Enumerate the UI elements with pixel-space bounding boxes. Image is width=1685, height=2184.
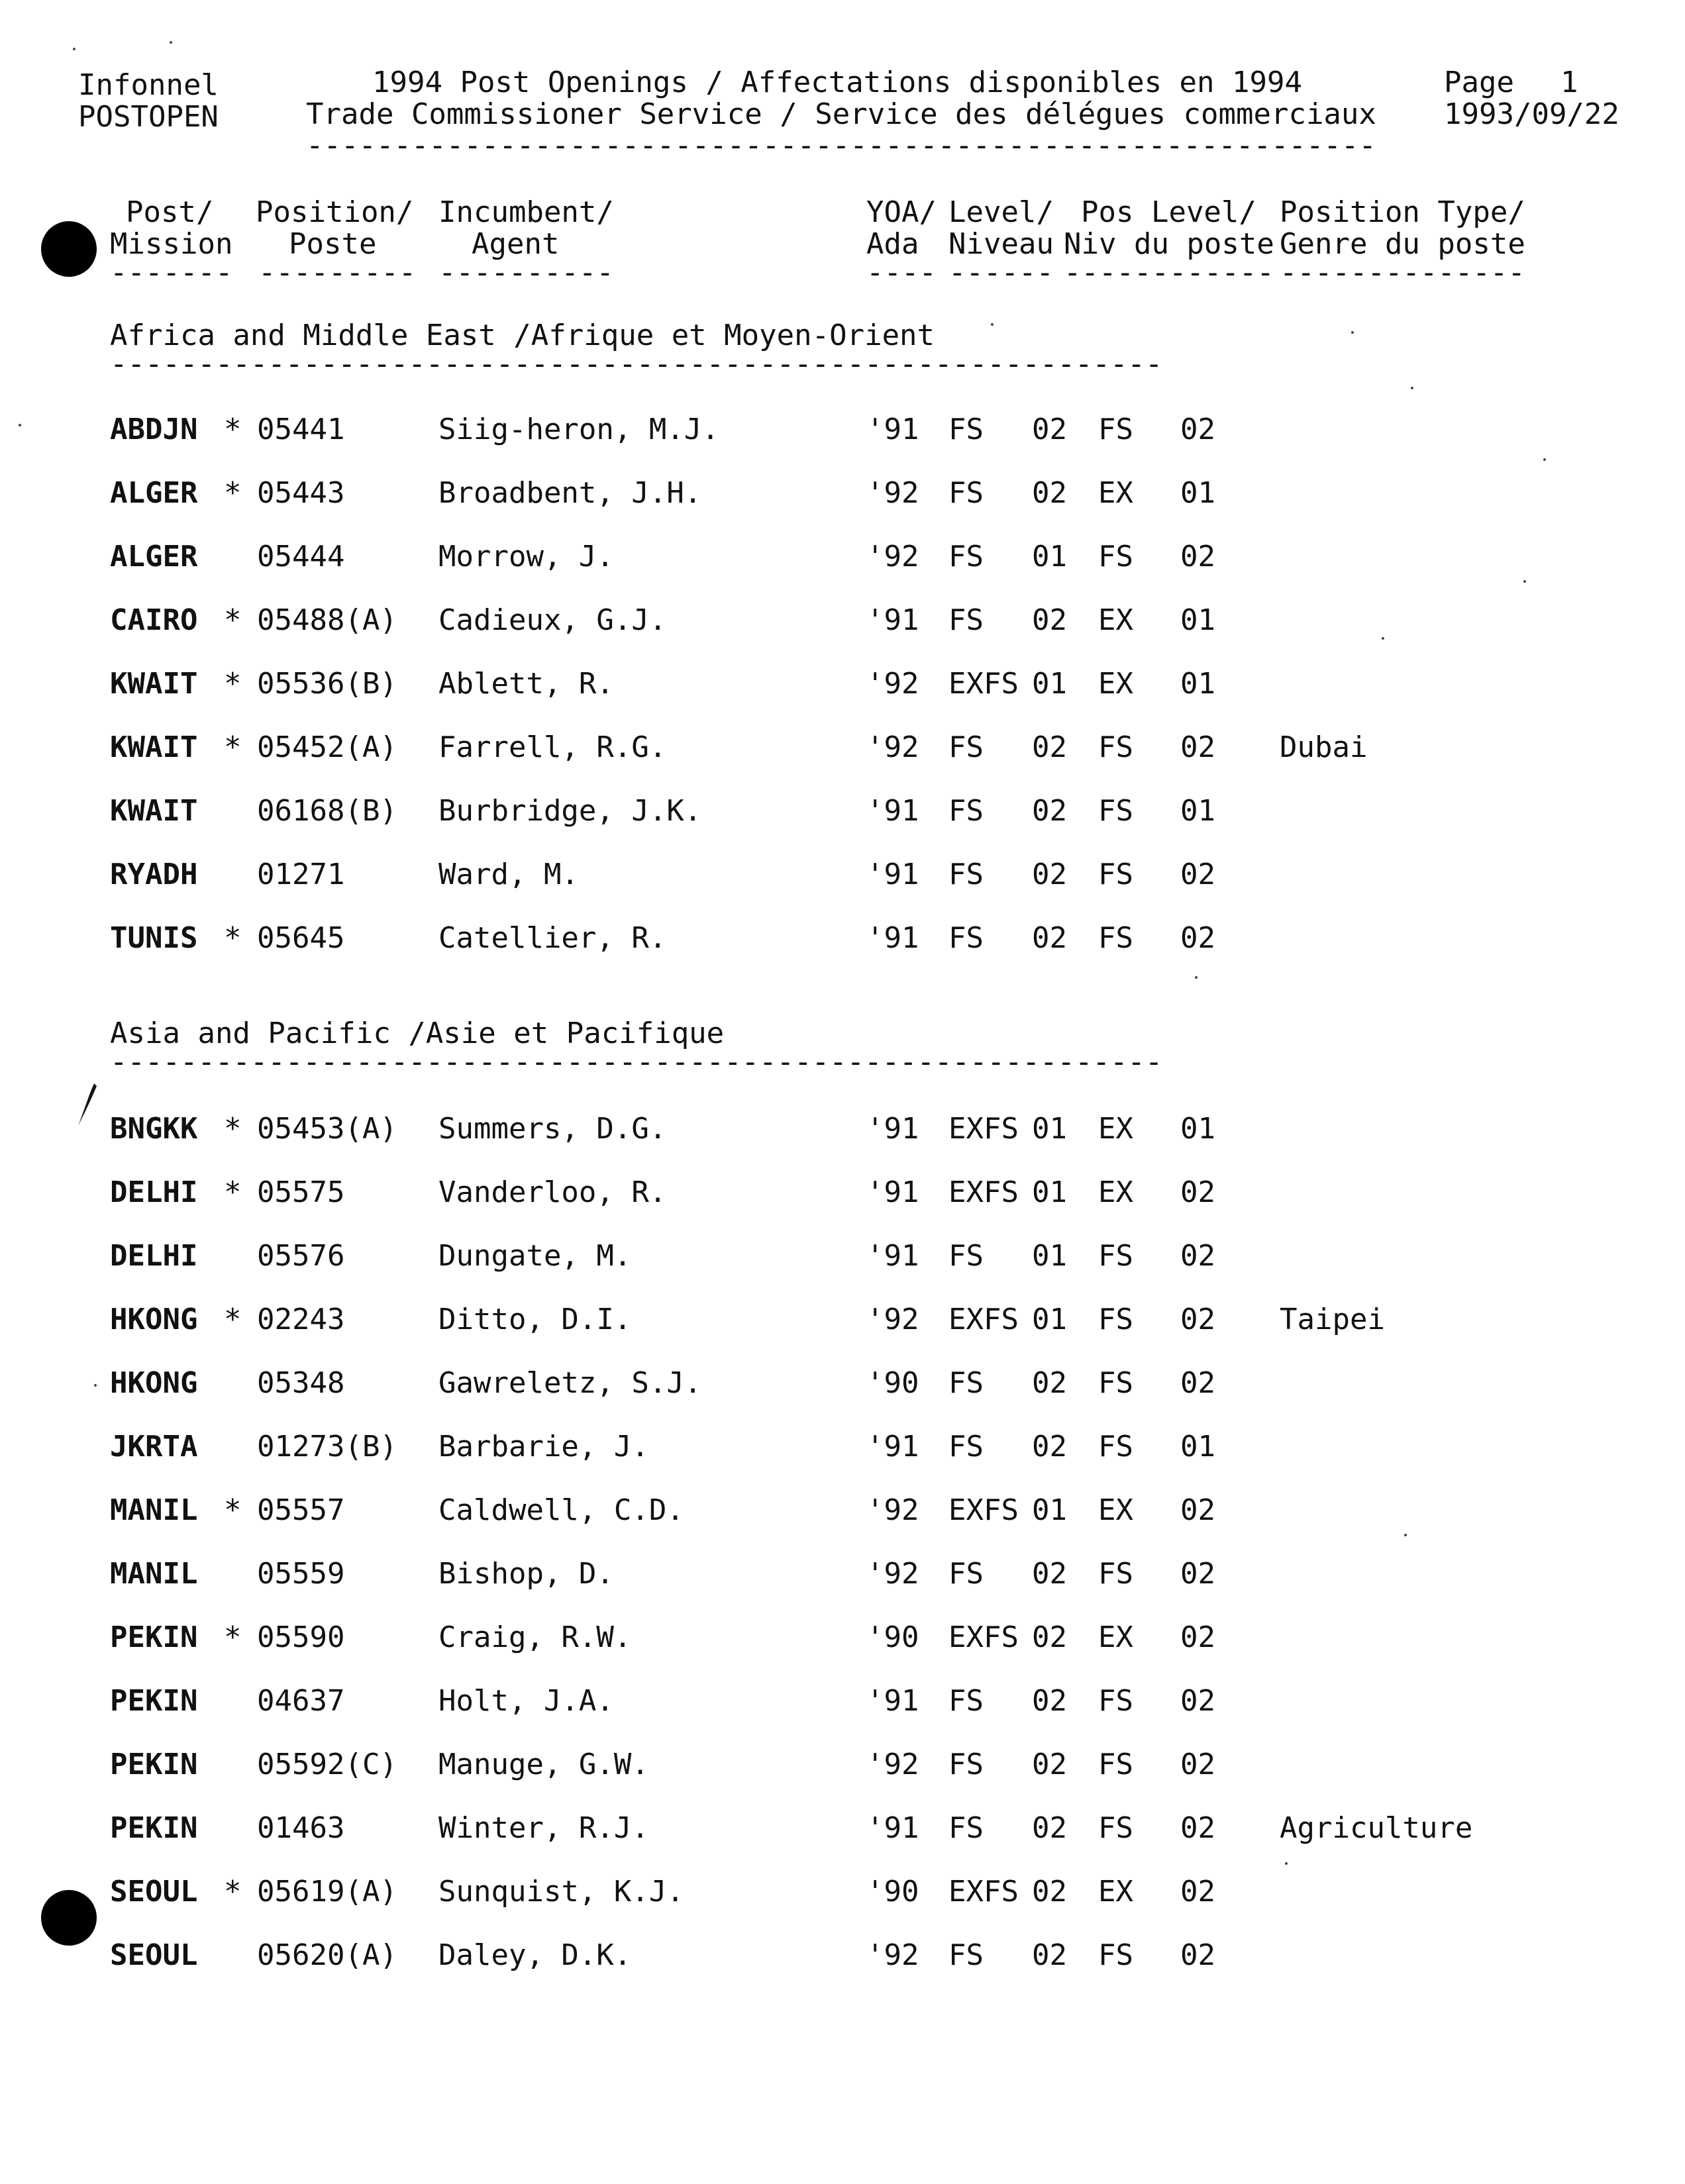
table-row xyxy=(0,1240,1685,1279)
cell-yoa: '92 xyxy=(866,1303,919,1336)
cell-level: FS xyxy=(948,1811,984,1845)
cell-star: * xyxy=(224,1112,242,1146)
cell-star: * xyxy=(224,476,242,510)
cell-pos-level: FS xyxy=(1098,1811,1133,1845)
cell-incumbent: Siig-heron, M.J. xyxy=(438,413,719,446)
cell-post: TUNIS xyxy=(110,921,198,955)
cell-level: FS xyxy=(948,1430,984,1464)
punch-hole-top xyxy=(41,221,97,277)
cell-pos-level: FS xyxy=(1098,1239,1133,1273)
cell-pos-level-num: 02 xyxy=(1180,1684,1215,1718)
report-date: 1993/09/22 xyxy=(1444,97,1619,131)
cell-pos-level: FS xyxy=(1098,413,1133,446)
cell-yoa: '92 xyxy=(866,1748,919,1781)
scan-speck xyxy=(1404,1534,1407,1536)
cell-pos-level: FS xyxy=(1098,858,1133,891)
cell-pos-level: EX xyxy=(1098,1175,1133,1209)
col-level-2: Niveau xyxy=(948,227,1054,261)
cell-level-num: 02 xyxy=(1032,1620,1067,1654)
cell-pos-level: FS xyxy=(1098,1938,1133,1972)
cell-post: ALGER xyxy=(110,476,198,510)
cell-level-num: 02 xyxy=(1032,1366,1067,1400)
cell-star: * xyxy=(224,1620,242,1654)
cell-pos-level: FS xyxy=(1098,1557,1133,1591)
col-underline-level: ------ xyxy=(948,256,1054,289)
table-row xyxy=(0,604,1685,644)
cell-yoa: '91 xyxy=(866,413,919,446)
cell-level-num: 02 xyxy=(1032,1875,1067,1909)
cell-level-num: 02 xyxy=(1032,1684,1067,1718)
col-level-1: Level/ xyxy=(948,195,1054,229)
section-underline: ------------------------------------------------------------ xyxy=(110,1045,1163,1079)
cell-position-type: Agriculture xyxy=(1280,1811,1473,1845)
cell-star: * xyxy=(224,603,242,637)
col-type-1: Position Type/ xyxy=(1280,195,1525,229)
cell-level: FS xyxy=(948,1366,984,1400)
table-row xyxy=(0,1748,1685,1788)
cell-pos-level-num: 02 xyxy=(1180,1938,1215,1972)
cell-pos-level: EX xyxy=(1098,1620,1133,1654)
col-underline-poslevel: ------------ xyxy=(1064,256,1274,289)
cell-position: 06168(B) xyxy=(257,794,397,828)
cell-position: 01463 xyxy=(257,1811,345,1845)
cell-level-num: 02 xyxy=(1032,1430,1067,1464)
scan-speck xyxy=(1411,387,1413,389)
cell-position: 05559 xyxy=(257,1557,345,1591)
cell-pos-level: EX xyxy=(1098,603,1133,637)
cell-pos-level: EX xyxy=(1098,1112,1133,1146)
cell-position: 05590 xyxy=(257,1620,345,1654)
cell-level: EXFS xyxy=(948,1493,1019,1527)
col-underline-yoa: ---- xyxy=(866,256,937,289)
col-post-2: Mission xyxy=(110,227,233,261)
cell-yoa: '91 xyxy=(866,858,919,891)
cell-incumbent: Broadbent, J.H. xyxy=(438,476,702,510)
cell-pos-level-num: 02 xyxy=(1180,1811,1215,1845)
cell-post: HKONG xyxy=(110,1366,198,1400)
cell-position: 05488(A) xyxy=(257,603,397,637)
cell-post: JKRTA xyxy=(110,1430,198,1464)
cell-position: 05452(A) xyxy=(257,730,397,764)
cell-level-num: 02 xyxy=(1032,1748,1067,1781)
cell-yoa: '92 xyxy=(866,476,919,510)
cell-level-num: 02 xyxy=(1032,1557,1067,1591)
cell-pos-level-num: 02 xyxy=(1180,413,1215,446)
cell-pos-level-num: 01 xyxy=(1180,667,1215,701)
cell-level: FS xyxy=(948,921,984,955)
cell-level-num: 01 xyxy=(1032,1239,1067,1273)
cell-incumbent: Bishop, D. xyxy=(438,1557,614,1591)
cell-level-num: 02 xyxy=(1032,858,1067,891)
cell-level: EXFS xyxy=(948,1875,1019,1909)
col-underline-post: ------- xyxy=(110,256,233,289)
cell-incumbent: Barbarie, J. xyxy=(438,1430,649,1464)
cell-post: SEOUL xyxy=(110,1938,198,1972)
cell-post: KWAIT xyxy=(110,730,198,764)
cell-post: BNGKK xyxy=(110,1112,198,1146)
cell-position: 05576 xyxy=(257,1239,345,1273)
table-row xyxy=(0,1621,1685,1661)
cell-position: 05575 xyxy=(257,1175,345,1209)
cell-yoa: '91 xyxy=(866,1112,919,1146)
cell-level: EXFS xyxy=(948,1112,1019,1146)
cell-level: EXFS xyxy=(948,1303,1019,1336)
cell-yoa: '91 xyxy=(866,921,919,955)
cell-yoa: '92 xyxy=(866,540,919,573)
cell-position-type: Dubai xyxy=(1280,730,1368,764)
cell-yoa: '91 xyxy=(866,1684,919,1718)
cell-pos-level-num: 02 xyxy=(1180,921,1215,955)
scan-speck xyxy=(1543,458,1546,461)
table-row xyxy=(0,1685,1685,1724)
cell-pos-level-num: 01 xyxy=(1180,1430,1215,1464)
scan-speck xyxy=(991,323,994,326)
cell-position: 05620(A) xyxy=(257,1938,397,1972)
col-underline-type: -------------- xyxy=(1280,256,1525,289)
cell-post: KWAIT xyxy=(110,794,198,828)
header-underline: ------------------------------------------------------------- xyxy=(306,128,1376,162)
cell-post: MANIL xyxy=(110,1493,198,1527)
page-label: Page xyxy=(1444,66,1514,99)
cell-level-num: 01 xyxy=(1032,1175,1067,1209)
cell-level-num: 01 xyxy=(1032,1493,1067,1527)
cell-star: * xyxy=(224,1303,242,1336)
cell-level: EXFS xyxy=(948,1175,1019,1209)
cell-post: PEKIN xyxy=(110,1811,198,1845)
cell-pos-level: FS xyxy=(1098,1748,1133,1781)
cell-position: 05348 xyxy=(257,1366,345,1400)
scan-speck xyxy=(1351,331,1354,334)
cell-star: * xyxy=(224,667,242,701)
section-title: Asia and Pacific /Asie et Pacifique xyxy=(110,1017,725,1050)
table-row xyxy=(0,1875,1685,1915)
cell-incumbent: Ward, M. xyxy=(438,858,579,891)
col-position-1: Position/ xyxy=(256,195,414,229)
col-yoa-2: Ada xyxy=(866,227,919,261)
cell-yoa: '90 xyxy=(866,1620,919,1654)
cell-pos-level-num: 01 xyxy=(1180,794,1215,828)
cell-level: FS xyxy=(948,603,984,637)
cell-level-num: 02 xyxy=(1032,413,1067,446)
cell-pos-level: FS xyxy=(1098,1303,1133,1336)
cell-pos-level-num: 01 xyxy=(1180,476,1215,510)
cell-yoa: '91 xyxy=(866,1430,919,1464)
cell-level: FS xyxy=(948,1938,984,1972)
cell-level-num: 02 xyxy=(1032,794,1067,828)
table-row xyxy=(0,1430,1685,1470)
cell-incumbent: Summers, D.G. xyxy=(438,1112,667,1146)
cell-post: ALGER xyxy=(110,540,198,573)
table-row xyxy=(0,540,1685,580)
cell-position: 05619(A) xyxy=(257,1875,397,1909)
table-row xyxy=(0,1494,1685,1534)
cell-incumbent: Manuge, G.W. xyxy=(438,1748,649,1781)
cell-incumbent: Sunquist, K.J. xyxy=(438,1875,684,1909)
col-underline-incumbent: ---------- xyxy=(438,256,614,289)
cell-position: 05536(B) xyxy=(257,667,397,701)
cell-position: 01271 xyxy=(257,858,345,891)
cell-pos-level: FS xyxy=(1098,540,1133,573)
cell-position: 04637 xyxy=(257,1684,345,1718)
cell-incumbent: Cadieux, G.J. xyxy=(438,603,667,637)
col-incumbent-1: Incumbent/ xyxy=(438,195,614,229)
cell-level: FS xyxy=(948,1239,984,1273)
cell-incumbent: Farrell, R.G. xyxy=(438,730,667,764)
cell-pos-level-num: 02 xyxy=(1180,1366,1215,1400)
cell-incumbent: Vanderloo, R. xyxy=(438,1175,667,1209)
cell-pos-level-num: 02 xyxy=(1180,1748,1215,1781)
cell-pos-level: EX xyxy=(1098,1493,1133,1527)
table-row xyxy=(0,1367,1685,1407)
cell-position: 05441 xyxy=(257,413,345,446)
table-row xyxy=(0,1303,1685,1343)
scan-speck xyxy=(73,48,76,50)
section-title: Africa and Middle East /Afrique et Moyen-Orient xyxy=(110,319,935,352)
cell-level: FS xyxy=(948,540,984,573)
cell-level-num: 02 xyxy=(1032,1811,1067,1845)
cell-incumbent: Caldwell, C.D. xyxy=(438,1493,684,1527)
cell-yoa: '91 xyxy=(866,1175,919,1209)
cell-post: CAIRO xyxy=(110,603,198,637)
cell-post: PEKIN xyxy=(110,1620,198,1654)
cell-position: 05557 xyxy=(257,1493,345,1527)
cell-level: FS xyxy=(948,1748,984,1781)
cell-pos-level: FS xyxy=(1098,1684,1133,1718)
cell-yoa: '91 xyxy=(866,1239,919,1273)
cell-star: * xyxy=(224,413,242,446)
cell-position: 05645 xyxy=(257,921,345,955)
cell-pos-level-num: 02 xyxy=(1180,1493,1215,1527)
cell-pos-level: FS xyxy=(1098,794,1133,828)
scan-speck xyxy=(1285,1862,1288,1865)
table-row xyxy=(0,1939,1685,1979)
cell-yoa: '92 xyxy=(866,1938,919,1972)
cell-post: DELHI xyxy=(110,1175,198,1209)
cell-incumbent: Morrow, J. xyxy=(438,540,614,573)
col-position-2: Poste xyxy=(289,227,377,261)
cell-level: EXFS xyxy=(948,1620,1019,1654)
cell-position: 01273(B) xyxy=(257,1430,397,1464)
cell-level: FS xyxy=(948,730,984,764)
col-type-2: Genre du poste xyxy=(1280,227,1525,261)
cell-level-num: 02 xyxy=(1032,476,1067,510)
cell-incumbent: Burbridge, J.K. xyxy=(438,794,702,828)
table-row xyxy=(0,477,1685,517)
table-row xyxy=(0,1113,1685,1152)
cell-yoa: '92 xyxy=(866,1493,919,1527)
cell-star: * xyxy=(224,921,242,955)
cell-pos-level-num: 02 xyxy=(1180,540,1215,573)
section-underline: ------------------------------------------------------------ xyxy=(110,347,1163,381)
cell-incumbent: Craig, R.W. xyxy=(438,1620,632,1654)
col-underline-position: --------- xyxy=(258,256,417,289)
cell-level-num: 01 xyxy=(1032,540,1067,573)
cell-level-num: 01 xyxy=(1032,1303,1067,1336)
scan-speck xyxy=(1523,580,1526,583)
cell-incumbent: Ditto, D.I. xyxy=(438,1303,632,1336)
table-row xyxy=(0,413,1685,453)
table-row xyxy=(0,1812,1685,1852)
cell-pos-level: EX xyxy=(1098,667,1133,701)
cell-position-type: Taipei xyxy=(1280,1303,1385,1336)
cell-incumbent: Gawreletz, S.J. xyxy=(438,1366,702,1400)
table-row xyxy=(0,922,1685,962)
cell-star: * xyxy=(224,1175,242,1209)
header-left-line1: Infonnel xyxy=(78,68,219,102)
cell-level-num: 02 xyxy=(1032,730,1067,764)
cell-incumbent: Holt, J.A. xyxy=(438,1684,614,1718)
cell-level: FS xyxy=(948,794,984,828)
cell-yoa: '91 xyxy=(866,603,919,637)
cell-yoa: '92 xyxy=(866,1557,919,1591)
cell-level: FS xyxy=(948,1557,984,1591)
report-subtitle: Trade Commissioner Service / Service des délégues commerciaux xyxy=(306,97,1376,131)
cell-pos-level-num: 02 xyxy=(1180,730,1215,764)
cell-level: FS xyxy=(948,413,984,446)
cell-pos-level-num: 02 xyxy=(1180,1239,1215,1273)
cell-pos-level: FS xyxy=(1098,1366,1133,1400)
cell-level-num: 02 xyxy=(1032,1938,1067,1972)
cell-level-num: 01 xyxy=(1032,667,1067,701)
header-left-line2: POSTOPEN xyxy=(78,100,219,134)
cell-pos-level-num: 02 xyxy=(1180,1557,1215,1591)
cell-level: FS xyxy=(948,476,984,510)
cell-post: PEKIN xyxy=(110,1684,198,1718)
cell-pos-level-num: 02 xyxy=(1180,858,1215,891)
cell-incumbent: Daley, D.K. xyxy=(438,1938,632,1972)
cell-incumbent: Dungate, M. xyxy=(438,1239,632,1273)
cell-incumbent: Catellier, R. xyxy=(438,921,667,955)
cell-star: * xyxy=(224,730,242,764)
cell-pos-level: FS xyxy=(1098,921,1133,955)
cell-star: * xyxy=(224,1875,242,1909)
report-title: 1994 Post Openings / Affectations disponibles en 1994 xyxy=(372,66,1302,99)
cell-yoa: '92 xyxy=(866,730,919,764)
cell-level: EXFS xyxy=(948,667,1019,701)
table-row xyxy=(0,858,1685,898)
cell-level: FS xyxy=(948,858,984,891)
col-post-1: Post/ xyxy=(126,195,214,229)
cell-position: 05592(C) xyxy=(257,1748,397,1781)
table-row xyxy=(0,795,1685,834)
cell-level: FS xyxy=(948,1684,984,1718)
cell-post: MANIL xyxy=(110,1557,198,1591)
cell-post: HKONG xyxy=(110,1303,198,1336)
cell-level-num: 02 xyxy=(1032,603,1067,637)
col-yoa-1: YOA/ xyxy=(866,195,937,229)
cell-pos-level: FS xyxy=(1098,1430,1133,1464)
cell-pos-level-num: 02 xyxy=(1180,1303,1215,1336)
scan-speck xyxy=(1195,976,1198,979)
col-poslevel-1: Pos Level/ xyxy=(1081,195,1256,229)
cell-pos-level-num: 02 xyxy=(1180,1175,1215,1209)
table-row xyxy=(0,1558,1685,1597)
cell-yoa: '91 xyxy=(866,1811,919,1845)
cell-pos-level: FS xyxy=(1098,730,1133,764)
cell-position: 05444 xyxy=(257,540,345,573)
page-number: 1 xyxy=(1560,66,1578,99)
cell-post: KWAIT xyxy=(110,667,198,701)
cell-incumbent: Winter, R.J. xyxy=(438,1811,649,1845)
cell-yoa: '91 xyxy=(866,794,919,828)
cell-yoa: '90 xyxy=(866,1366,919,1400)
cell-post: DELHI xyxy=(110,1239,198,1273)
cell-star: * xyxy=(224,1493,242,1527)
table-row xyxy=(0,731,1685,771)
cell-pos-level-num: 02 xyxy=(1180,1875,1215,1909)
table-row xyxy=(0,1176,1685,1216)
cell-level-num: 01 xyxy=(1032,1112,1067,1146)
col-incumbent-2: Agent xyxy=(472,227,560,261)
cell-position: 02243 xyxy=(257,1303,345,1336)
cell-level-num: 02 xyxy=(1032,921,1067,955)
cell-pos-level: EX xyxy=(1098,1875,1133,1909)
cell-pos-level-num: 02 xyxy=(1180,1620,1215,1654)
cell-yoa: '90 xyxy=(866,1875,919,1909)
cell-post: SEOUL xyxy=(110,1875,198,1909)
cell-pos-level-num: 01 xyxy=(1180,603,1215,637)
cell-post: RYADH xyxy=(110,858,198,891)
cell-yoa: '92 xyxy=(866,667,919,701)
cell-position: 05453(A) xyxy=(257,1112,397,1146)
col-poslevel-2: Niv du poste xyxy=(1064,227,1274,261)
scan-speck xyxy=(170,41,172,44)
cell-pos-level-num: 01 xyxy=(1180,1112,1215,1146)
cell-post: PEKIN xyxy=(110,1748,198,1781)
cell-post: ABDJN xyxy=(110,413,198,446)
table-row xyxy=(0,668,1685,707)
cell-position: 05443 xyxy=(257,476,345,510)
cell-incumbent: Ablett, R. xyxy=(438,667,614,701)
cell-pos-level: EX xyxy=(1098,476,1133,510)
